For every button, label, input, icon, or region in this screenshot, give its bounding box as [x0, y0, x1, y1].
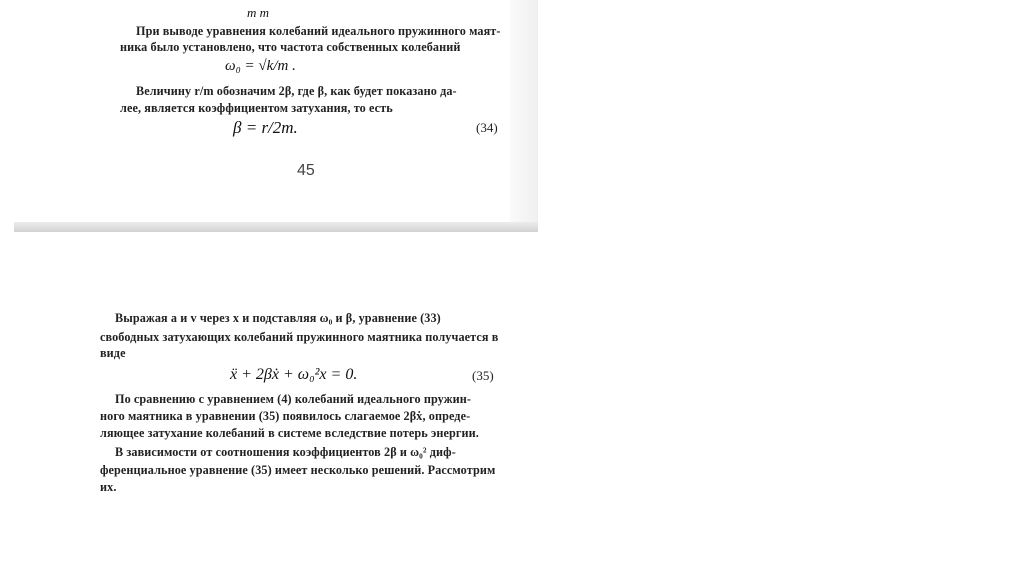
text-line: Величину r/m обозначим 2β, где β, как будет показано да- [136, 84, 457, 98]
text-line: В зависимости от соотношения коэффициентов 2β и ω₀² диф- [115, 445, 456, 459]
text-line: ляющее затухание колебаний в системе вследствие потерь энергии. [100, 426, 479, 440]
text-line: лее, является коэффициентом затухания, то есть [120, 101, 393, 115]
header-fragment: m m [247, 5, 270, 20]
equation-number: (35) [472, 368, 494, 383]
text-line: ференциальное уравнение (35) имеет несколько решений. Рассмотрим [100, 463, 496, 477]
text-line: При выводе уравнения колебаний идеального пружинного маят- [136, 24, 501, 38]
formula-damped-oscillation: ẍ + 2βẋ + ω₀²x = 0. [230, 366, 358, 383]
formula-beta: β = r/2m. [233, 118, 298, 137]
text-line: свободных затухающих колебаний пружинного маятника получается в [100, 330, 499, 344]
text-line: виде [100, 346, 126, 360]
text-line: По сравнению с уравнением (4) колебаний идеального пружин- [115, 392, 472, 406]
text-line: ника было установлено, что частота собственных колебаний [120, 40, 461, 54]
page-number: 45 [297, 162, 315, 179]
formula-omega0: ω₀ = √k/m . [225, 58, 296, 74]
text-line: ного маятника в уравнении (35) появилось слагаемое 2βẋ, опреде- [100, 409, 471, 423]
text-line: Выражая a и v через x и подставляя ω₀ и β, уравнение (33) [115, 311, 441, 325]
page-divider [14, 222, 538, 232]
equation-number: (34) [476, 120, 498, 135]
page-edge-shadow [510, 0, 538, 222]
text-line: их. [100, 480, 117, 494]
